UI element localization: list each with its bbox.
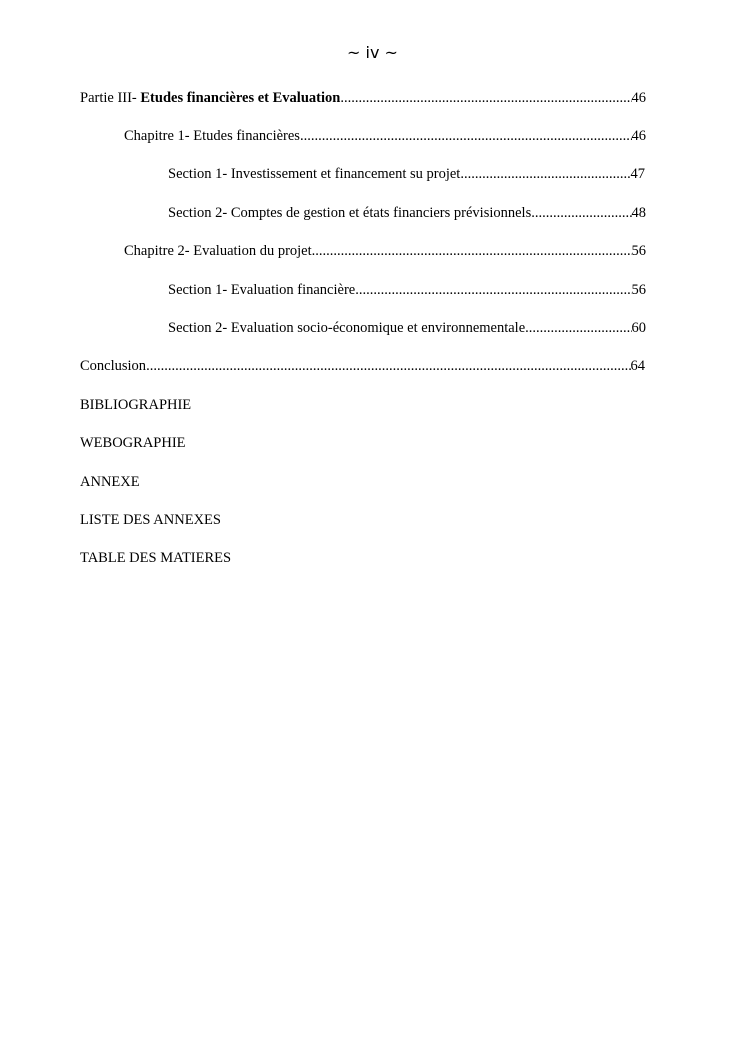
toc-entry-title: Section 2- Comptes de gestion et états financiers prévisionnels <box>168 205 532 221</box>
toc-entry-page: 64 <box>630 358 645 374</box>
toc-entry-conclusion[interactable] <box>80 356 645 376</box>
toc-entry-liste-des-annexes[interactable]: LISTE DES ANNEXES <box>80 512 221 528</box>
toc-entry-prefix: Partie III- <box>80 90 141 106</box>
toc-entry-webographie[interactable]: WEBOGRAPHIE <box>80 435 186 451</box>
toc-entry-page: 46 <box>631 128 646 144</box>
toc-entry-page: 56 <box>631 243 646 259</box>
toc-entry-title: Section 2- Evaluation socio-économique et environnementale <box>168 320 526 336</box>
toc-entry-page: 47 <box>630 166 645 182</box>
toc-entry-partie-3[interactable] <box>80 88 646 108</box>
toc-entry-chapitre-1[interactable] <box>124 126 646 146</box>
toc-entry-page: 48 <box>631 205 646 221</box>
toc-entry-page: 46 <box>631 90 646 106</box>
page-number: ~ iv ~ <box>347 43 398 62</box>
dot-leader <box>146 356 630 376</box>
toc-entry-section-1-1[interactable] <box>168 164 645 184</box>
toc-entry-title: Chapitre 2- Evaluation du projet <box>124 243 312 259</box>
dot-leader <box>460 164 630 184</box>
dot-leader <box>525 318 631 338</box>
dot-leader <box>355 280 631 300</box>
toc-entry-page: 56 <box>631 282 646 298</box>
toc-entry-section-2-1[interactable] <box>168 280 646 300</box>
toc-entry-table-des-matieres[interactable]: TABLE DES MATIERES <box>80 550 232 566</box>
toc-entry-title: Etudes financières et Evaluation <box>140 90 341 106</box>
toc-entry-section-2-2[interactable] <box>168 318 646 338</box>
toc-entry-title: Chapitre 1- Etudes financières <box>124 128 300 144</box>
toc-entry-chapitre-2[interactable] <box>124 241 646 261</box>
toc-entry-title: Section 1- Evaluation financière <box>168 282 356 298</box>
dot-leader <box>300 126 632 146</box>
dot-leader <box>312 241 632 261</box>
dot-leader <box>340 88 631 108</box>
toc-entry-section-1-2[interactable] <box>168 203 646 223</box>
toc-entry-bibliographie[interactable]: BIBLIOGRAPHIE <box>80 397 192 413</box>
toc-entry-title: Section 1- Investissement et financement su projet <box>168 166 461 182</box>
toc-entry-page: 60 <box>631 320 646 336</box>
toc-entry-annexe[interactable]: ANNEXE <box>80 474 140 490</box>
toc-entry-title: Conclusion <box>80 358 147 374</box>
dot-leader <box>531 203 631 223</box>
